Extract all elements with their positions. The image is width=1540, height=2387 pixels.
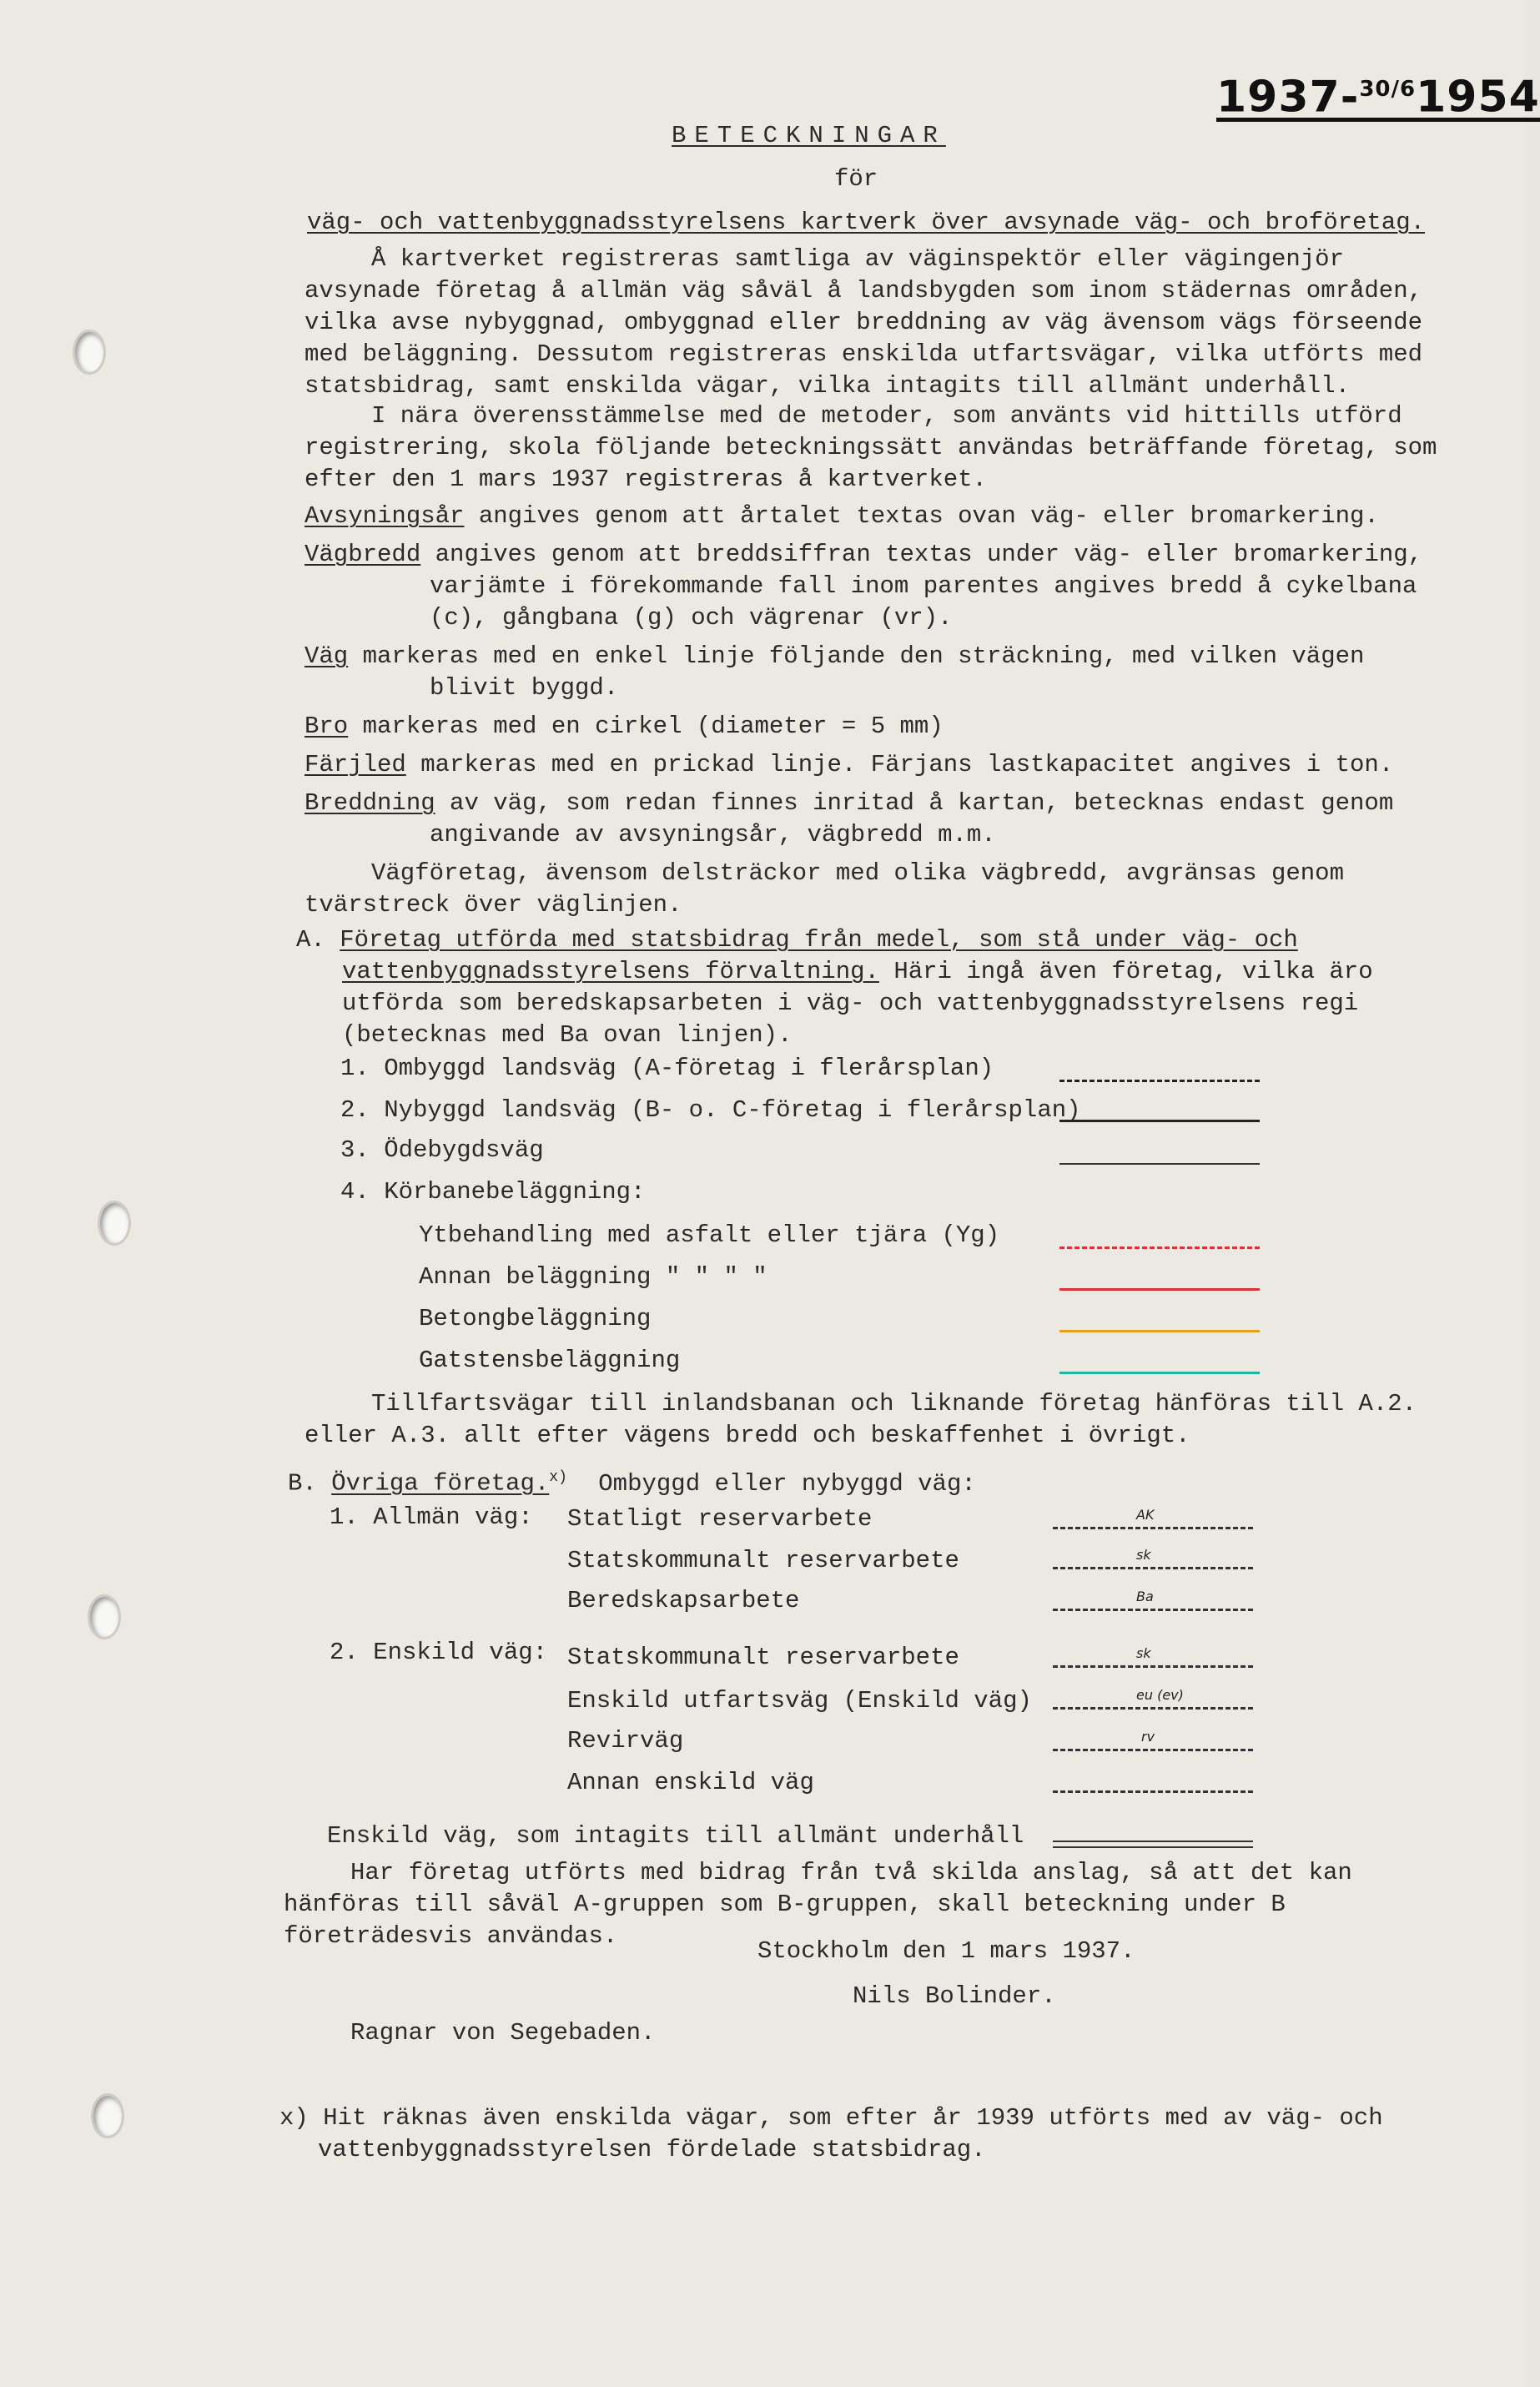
legend-thin-line <box>1059 1163 1260 1165</box>
section-a-label: A. <box>296 926 325 954</box>
punch-hole <box>90 1597 118 1637</box>
section-b-text: Ombyggd eller nybyggd väg: <box>598 1469 976 1498</box>
legend-dashdot-line <box>1053 1527 1253 1529</box>
section-b-heading <box>288 1462 976 1500</box>
paragraph-5: Har företag utförts med bidrag från två skilda anslag, så att det kan hänföras till såväl A-gruppen som B-gruppen, skall beteckning under B företrädesvis användas. <box>284 1859 1352 1950</box>
section-a-title: Företag utförda med statsbidrag från medel, som stå under väg- och vattenbyggnadsstyrelsens förvaltning. <box>340 926 1298 985</box>
paragraph-2: I nära överensstämmelse med de metoder, som använts vid hittills utförd registrering, skola följande beteckningssätt användas beträffande företag, som efter den 1 mars 1937 registreras å kartverket. <box>304 402 1437 493</box>
punch-hole <box>100 1203 128 1243</box>
legend-dashed-line <box>1059 1080 1260 1082</box>
term-vagbredd: Vägbredd <box>304 541 421 568</box>
b2-item: Enskild utfartsväg (Enskild väg) <box>567 1687 1032 1715</box>
legend-red-line <box>1059 1288 1260 1291</box>
item-a3: 3. Ödebygdsväg <box>340 1136 544 1164</box>
def-text: angives genom att breddsiffran textas under väg- eller bromarkering, varjämte i förekommande fall inom parentes angives bredd å cykelbana (c), gångbana (g) och vägrenar (vr). <box>430 541 1423 632</box>
b2-item: Revirväg <box>567 1727 684 1755</box>
b1-item: Statskommunalt reservarbete <box>567 1547 959 1574</box>
legend-dashdot-line <box>1053 1609 1253 1611</box>
marker-rv: rv <box>1141 1729 1155 1745</box>
b1-label: 1. Allmän väg: <box>330 1503 533 1531</box>
legend-dashed-line <box>1053 1707 1253 1710</box>
paragraph-1: Å kartverket registreras samtliga av väginspektör eller vägingenjör avsynade företag å allmän väg såväl å landsbygden som inom städernas områden, vilka avse nybyggnad, ombyggnad eller breddning av väg ävensom vägs förseende med beläggning. Dessutom registreras enskilda utfartsvägar, vilka utförts med statsbidrag, samt enskilda vägar, vilka intagits till allmänt underhåll. <box>304 245 1423 400</box>
footnote-text: x) Hit räknas även enskilda vägar, som efter år 1939 utförts med av väg- och vattenbyggnadsstyrelsen fördelade statsbidrag. <box>279 2104 1383 2163</box>
document-title: BETECKNINGAR <box>672 122 946 149</box>
section-a <box>296 924 1447 1051</box>
paragraph-3: Vägföretag, ävensom delsträckor med olika vägbredd, avgränsas genom tvärstreck över väglinjen. <box>304 859 1344 919</box>
term-vag: Väg <box>304 642 349 670</box>
heading: väg- och vattenbyggnadsstyrelsens kartverk över avsynade väg- och broföretag. <box>307 209 1426 236</box>
archive-number: 1937-$^{30/6}$1954 <box>1216 72 1540 123</box>
legend-solid-line <box>1059 1120 1260 1122</box>
surface-yg: Ytbehandling med asfalt eller tjära (Yg) <box>419 1221 1000 1249</box>
marker-sk: sk <box>1136 1547 1151 1563</box>
item-a4: 4. Körbanebeläggning: <box>340 1178 646 1206</box>
surface-betong: Betongbeläggning <box>419 1305 652 1332</box>
b2-label: 2. Enskild väg: <box>330 1639 548 1666</box>
punch-hole <box>93 2096 122 2136</box>
marker-sk2: sk <box>1136 1645 1151 1661</box>
paragraph-block <box>304 400 1456 496</box>
legend-dashdot-line <box>1053 1665 1253 1668</box>
section-b-label: B. <box>288 1469 317 1498</box>
item-a2: 2. Nybyggd landsväg (B- o. C-företag i flerårsplan) <box>340 1096 1081 1124</box>
item-a1: 1. Ombyggd landsväg (A-företag i flerårsplan) <box>340 1055 994 1082</box>
b1-item: Beredskapsarbete <box>567 1587 800 1614</box>
def-text: angives genom att årtalet textas ovan väg- eller bromarkering. <box>478 502 1379 530</box>
enskild-statement: Enskild väg, som intagits till allmänt underhåll <box>327 1822 1024 1850</box>
signature-segebaden: Ragnar von Segebaden. <box>350 2019 656 2047</box>
marker-eu: eu (ev) <box>1136 1687 1184 1703</box>
legend-red-dashed-line <box>1059 1246 1260 1249</box>
legend-dashdot-line <box>1053 1567 1253 1569</box>
b2-item: Annan enskild väg <box>567 1769 814 1796</box>
def-text: av väg, som redan finnes inritad å kartan, betecknas endast genom angivande av avsyningsår, vägbredd m.m. <box>430 789 1394 849</box>
b1-item: Statligt reservarbete <box>567 1505 873 1533</box>
term-farjled: Färjled <box>304 751 406 778</box>
signature-bolinder: Nils Bolinder. <box>853 1982 1056 2010</box>
intro-paragraph <box>304 244 1456 402</box>
place-date: Stockholm den 1 mars 1937. <box>757 1937 1135 1965</box>
marker-ba: Ba <box>1136 1589 1154 1604</box>
def-text: markeras med en cirkel (diameter = 5 mm) <box>362 713 944 740</box>
marker-ak: AK <box>1136 1507 1155 1523</box>
legend-dashed-line <box>1053 1790 1253 1793</box>
b2-item: Statskommunalt reservarbete <box>567 1644 959 1671</box>
term-breddning: Breddning <box>304 789 435 817</box>
term-bro: Bro <box>304 713 349 740</box>
paragraph-4-block <box>304 1388 1456 1452</box>
legend-yellow-line <box>1059 1330 1260 1332</box>
subtitle: för <box>834 165 878 193</box>
def-text: markeras med en enkel linje följande den sträckning, med vilken vägen blivit byggd. <box>362 642 1365 702</box>
footnote-mark: x) <box>549 1469 567 1486</box>
def-text: markeras med en prickad linje. Färjans lastkapacitet angives i ton. <box>420 751 1394 778</box>
paragraph-4: Tillfartsvägar till inlandsbanan och liknande företag hänföras till A.2. eller A.3. allt efter vägens bredd och beskaffenhet i övrigt. <box>304 1390 1417 1449</box>
term-avsyningsar: Avsyningsår <box>304 502 465 530</box>
legend-teal-line <box>1059 1372 1260 1374</box>
section-b-title: Övriga företag. <box>331 1469 550 1498</box>
surface-gatsten: Gatstensbeläggning <box>419 1347 681 1374</box>
punch-hole <box>75 332 103 372</box>
surface-annan: Annan beläggning " " " " <box>419 1263 767 1291</box>
section-a-text: Häri ingå även företag, vilka äro utförda som beredskapsarbeten i väg- och vattenbyggnadsstyrelsens regi (betecknas med Ba ovan linjen). <box>342 958 1373 1049</box>
legend-double-line <box>1053 1841 1253 1848</box>
definitions <box>304 501 1456 921</box>
legend-dashed-line <box>1053 1749 1253 1751</box>
footnote <box>279 2102 1464 2166</box>
